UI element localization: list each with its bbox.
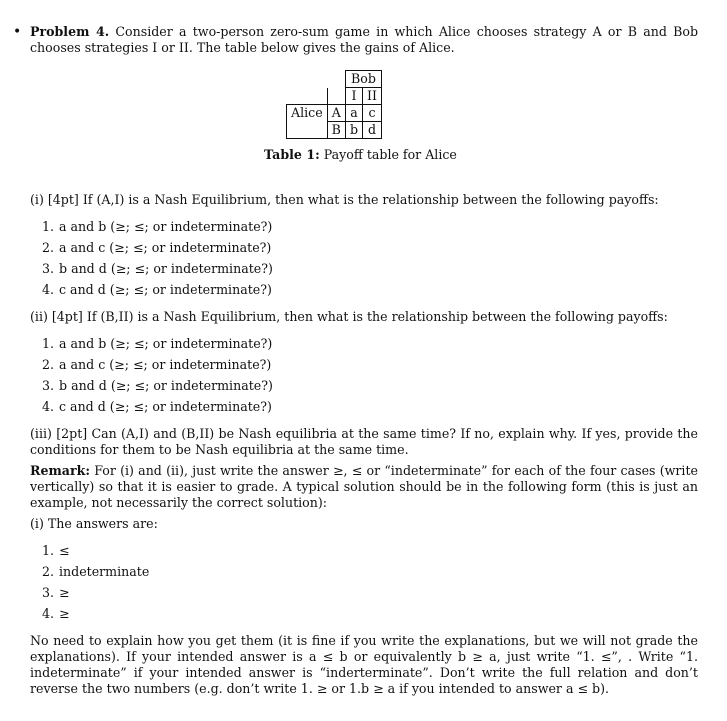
part2-prompt: (ii) [4pt] If (B,II) is a Nash Equilibrium, then what is the relationship between the following payoffs: bbox=[30, 309, 668, 324]
list-item: 4. c and d (≥; ≤; or indeterminate?) bbox=[42, 282, 272, 297]
list-item: 4. c and d (≥; ≤; or indeterminate?) bbox=[42, 399, 272, 414]
caption-label: Table 1: bbox=[264, 147, 320, 162]
caption-text: Payoff table for Alice bbox=[323, 147, 457, 162]
list-item: 2. indeterminate bbox=[42, 564, 150, 579]
row-strategy-1: A bbox=[327, 105, 345, 122]
part1-prompt: (i) [4pt] If (A,I) is a Nash Equilibrium, then what is the relationship between the following payoffs: bbox=[30, 192, 659, 207]
list-item: 1. a and b (≥; ≤; or indeterminate?) bbox=[42, 336, 273, 351]
bullet-icon: • bbox=[13, 24, 22, 40]
list-item: 1. a and b (≥; ≤; or indeterminate?) bbox=[42, 219, 273, 234]
col-player-label: Bob bbox=[345, 71, 381, 88]
table-caption bbox=[264, 147, 457, 163]
row-player-label: Alice bbox=[287, 105, 328, 139]
part3-prompt: (iii) [2pt] Can (A,I) and (B,II) be Nash equilibria at the same time? If no, explain why. If yes, provide the conditions for them to be Nash equilibria at the same time. bbox=[30, 426, 698, 457]
col-strategy-2: II bbox=[363, 88, 382, 105]
col-strategy-1: I bbox=[345, 88, 362, 105]
list-item: 3. ≥ bbox=[42, 585, 70, 600]
row-strategy-2: B bbox=[327, 122, 345, 139]
list-item: 4. ≥ bbox=[42, 606, 70, 621]
list-item: 3. b and d (≥; ≤; or indeterminate?) bbox=[42, 261, 273, 276]
list-item: 2. a and c (≥; ≤; or indeterminate?) bbox=[42, 240, 272, 255]
remark-text: For (i) and (ii), just write the answer ≥, ≤ or “indeterminate” for each of the four cases (write vertically) so that it is easier to grade. A typical solution should be in the following form (this is just an example, not necessarily the correct solution): bbox=[30, 463, 698, 510]
example-heading: (i) The answers are: bbox=[30, 516, 158, 531]
remark-label: Remark: bbox=[30, 463, 90, 478]
remark bbox=[30, 463, 698, 511]
table-cell: b bbox=[345, 122, 362, 139]
closing-paragraph: No need to explain how you get them (it is fine if you write the explanations, but we will not grade the explanations). If your intended answer is a ≤ b or equivalently b ≥ a, just write “1. ≤”, . Write “1. indeterminate” if your intended answer is “inderterminate”. Don’t write the full relation and don’t reverse the two numbers (e.g. don’t write 1. ≥ or 1.b ≥ a if you intended to answer a ≤ b). bbox=[30, 633, 698, 696]
table-cell: d bbox=[363, 122, 382, 139]
table-cell: a bbox=[345, 105, 362, 122]
problem-intro bbox=[30, 24, 698, 56]
list-item: 3. b and d (≥; ≤; or indeterminate?) bbox=[42, 378, 273, 393]
list-item: 1. ≤ bbox=[42, 543, 70, 558]
problem-intro-text: Consider a two-person zero-sum game in which Alice chooses strategy A or B and Bob chooses strategies I or II. The table below gives the gains of Alice. bbox=[30, 24, 699, 55]
list-item: 2. a and c (≥; ≤; or indeterminate?) bbox=[42, 357, 272, 372]
problem-title: Problem 4. bbox=[30, 24, 110, 39]
table-cell: c bbox=[363, 105, 382, 122]
payoff-table bbox=[286, 70, 382, 139]
